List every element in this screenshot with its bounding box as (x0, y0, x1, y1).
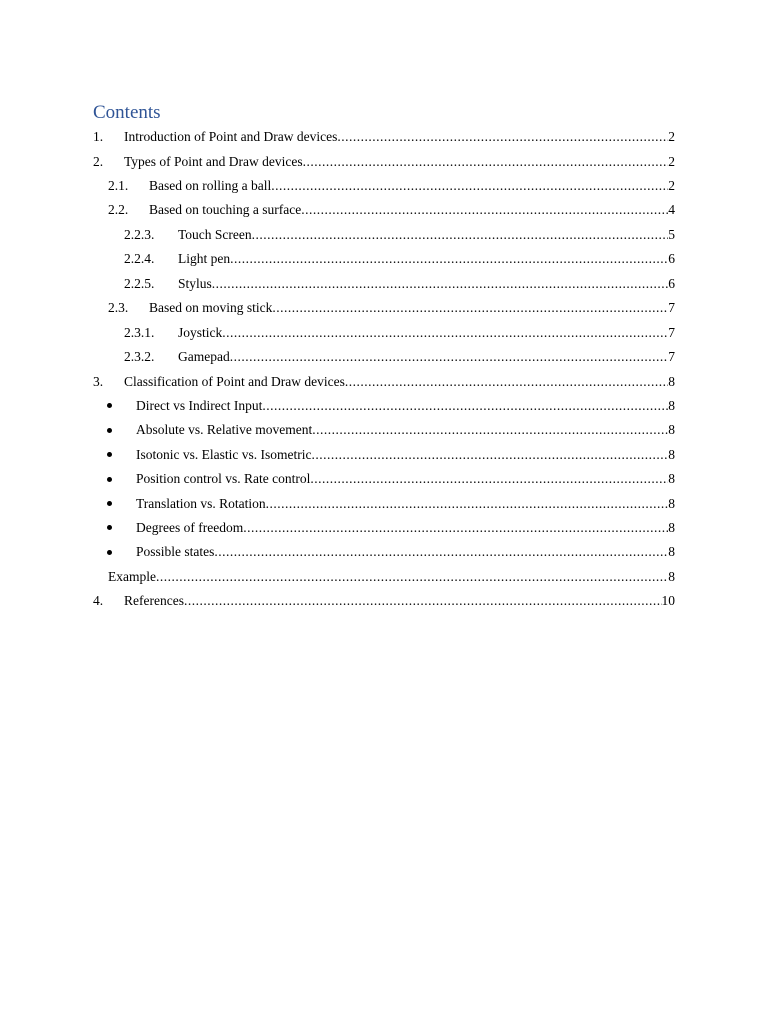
toc-entry-page-number: 2 (668, 153, 675, 169)
bullet-dot (107, 477, 112, 482)
toc-entry-label: Touch Screen (178, 226, 252, 242)
bullet-dot (107, 403, 112, 408)
toc-entry-number: 2.2.3. (124, 226, 155, 242)
toc-entry-number: 2.2. (108, 202, 129, 218)
toc-entry-number: 2.2.5. (124, 275, 155, 291)
toc-entry-page-number: 10 (661, 593, 675, 609)
bullet-icon (107, 398, 136, 414)
toc-entry[interactable] (93, 125, 675, 149)
toc-entry-number: 4. (93, 593, 104, 609)
toc-entry[interactable] (93, 589, 675, 613)
toc-entry[interactable] (93, 565, 675, 589)
toc-entry-label: Types of Point and Draw devices (124, 153, 303, 169)
toc-dot-leader (337, 129, 668, 145)
toc-entry-page-number: 8 (668, 446, 675, 462)
toc-entry-page-number: 8 (668, 422, 675, 438)
toc-entry-number: 2.1. (108, 177, 129, 193)
toc-entry-number: 2.3.2. (124, 349, 155, 365)
toc-entry-label: Gamepad (178, 349, 230, 365)
toc-entry[interactable] (93, 296, 675, 320)
toc-dot-leader (311, 447, 668, 463)
toc-dot-leader (230, 251, 668, 267)
toc-entry-label: Introduction of Point and Draw devices (124, 129, 338, 145)
bullet-dot (107, 452, 112, 457)
bullet-icon (107, 471, 136, 487)
toc-dot-leader (156, 569, 668, 585)
toc-entry-page-number: 2 (668, 129, 675, 145)
toc-entry[interactable] (93, 394, 675, 418)
toc-entry-page-number: 8 (668, 398, 675, 414)
toc-entry[interactable] (93, 198, 675, 222)
toc-dot-leader (266, 496, 669, 512)
toc-entry-label: Joystick (178, 324, 223, 340)
toc-entry-number: 2.2.4. (124, 251, 155, 267)
toc-entry-label: Position control vs. Rate control (136, 471, 311, 487)
toc-entry-label: Stylus (178, 275, 212, 291)
toc-entry-label: References (124, 593, 184, 609)
toc-entry-page-number: 8 (668, 568, 675, 584)
toc-entry-number: 2.3.1. (124, 324, 155, 340)
toc-entry-page-number: 7 (668, 324, 675, 340)
toc-entry[interactable] (93, 418, 675, 442)
toc-entry-page-number: 8 (668, 471, 675, 487)
toc-entry[interactable] (93, 272, 675, 297)
toc-entry-page-number: 8 (668, 495, 675, 511)
toc-dot-leader (312, 422, 668, 438)
toc-dot-leader (230, 349, 669, 365)
toc-entry[interactable] (93, 149, 675, 173)
toc-entry-label: Possible states (136, 544, 215, 560)
toc-entry-number: 2. (93, 153, 104, 169)
toc-entry[interactable] (93, 467, 675, 491)
toc-entry-label: Based on touching a surface (149, 202, 302, 218)
toc-entry-page-number: 4 (668, 202, 675, 218)
toc-dot-leader (345, 374, 668, 390)
toc-entry[interactable] (93, 369, 675, 393)
toc-dot-leader (301, 202, 668, 218)
toc-dot-leader (310, 471, 668, 487)
toc-entry[interactable] (93, 345, 675, 370)
toc-entry-label: Based on moving stick (149, 300, 273, 316)
toc-dot-leader (252, 227, 669, 243)
toc-entry-label: Direct vs Indirect Input (136, 398, 263, 414)
table-of-contents (93, 101, 675, 613)
toc-entry[interactable] (93, 223, 675, 248)
toc-entry-label: Example (108, 568, 156, 584)
bullet-dot (107, 501, 112, 506)
toc-entry-page-number: 6 (668, 275, 675, 291)
toc-dot-leader (262, 398, 668, 414)
toc-entry-number: 3. (93, 373, 104, 389)
bullet-dot (107, 525, 112, 530)
toc-entry[interactable] (93, 320, 675, 345)
toc-dot-leader (214, 544, 668, 560)
toc-entry-label: Based on rolling a ball (149, 177, 272, 193)
toc-entry-page-number: 8 (668, 519, 675, 535)
toc-dot-leader (272, 300, 668, 316)
bullet-icon (107, 422, 136, 438)
bullet-icon (107, 544, 136, 560)
toc-entry-page-number: 6 (668, 251, 675, 267)
bullet-icon (107, 496, 136, 512)
toc-entry[interactable] (93, 540, 675, 564)
toc-entry-label: Absolute vs. Relative movement (136, 422, 313, 438)
bullet-dot (107, 550, 112, 555)
toc-dot-leader (184, 593, 662, 609)
toc-entry-page-number: 8 (668, 373, 675, 389)
toc-entry-label: Classification of Point and Draw devices (124, 373, 345, 389)
toc-entry[interactable] (93, 491, 675, 515)
toc-dot-leader (212, 276, 668, 292)
toc-dot-leader (303, 154, 669, 170)
toc-entry-label: Degrees of freedom (136, 519, 244, 535)
toc-entry-page-number: 2 (668, 177, 675, 193)
toc-entry-number: 2.3. (108, 300, 129, 316)
toc-dot-leader (243, 520, 668, 536)
toc-entry[interactable] (93, 443, 675, 467)
toc-entry-number: 1. (93, 129, 104, 145)
toc-dot-leader (271, 178, 668, 194)
toc-heading: Contents (93, 102, 161, 123)
toc-entry-page-number: 7 (668, 349, 675, 365)
toc-entry[interactable] (93, 247, 675, 272)
bullet-icon (107, 520, 136, 536)
toc-entry-page-number: 8 (668, 544, 675, 560)
toc-entry-page-number: 5 (668, 226, 675, 242)
toc-entry-page-number: 7 (668, 300, 675, 316)
bullet-icon (107, 447, 136, 463)
toc-list (93, 125, 675, 613)
toc-entry[interactable] (93, 174, 675, 198)
bullet-dot (107, 428, 112, 433)
toc-dot-leader (222, 325, 668, 341)
toc-entry-label: Isotonic vs. Elastic vs. Isometric (136, 446, 312, 462)
toc-entry-label: Translation vs. Rotation (136, 495, 266, 511)
toc-entry[interactable] (93, 516, 675, 540)
toc-entry-label: Light pen (178, 251, 231, 267)
